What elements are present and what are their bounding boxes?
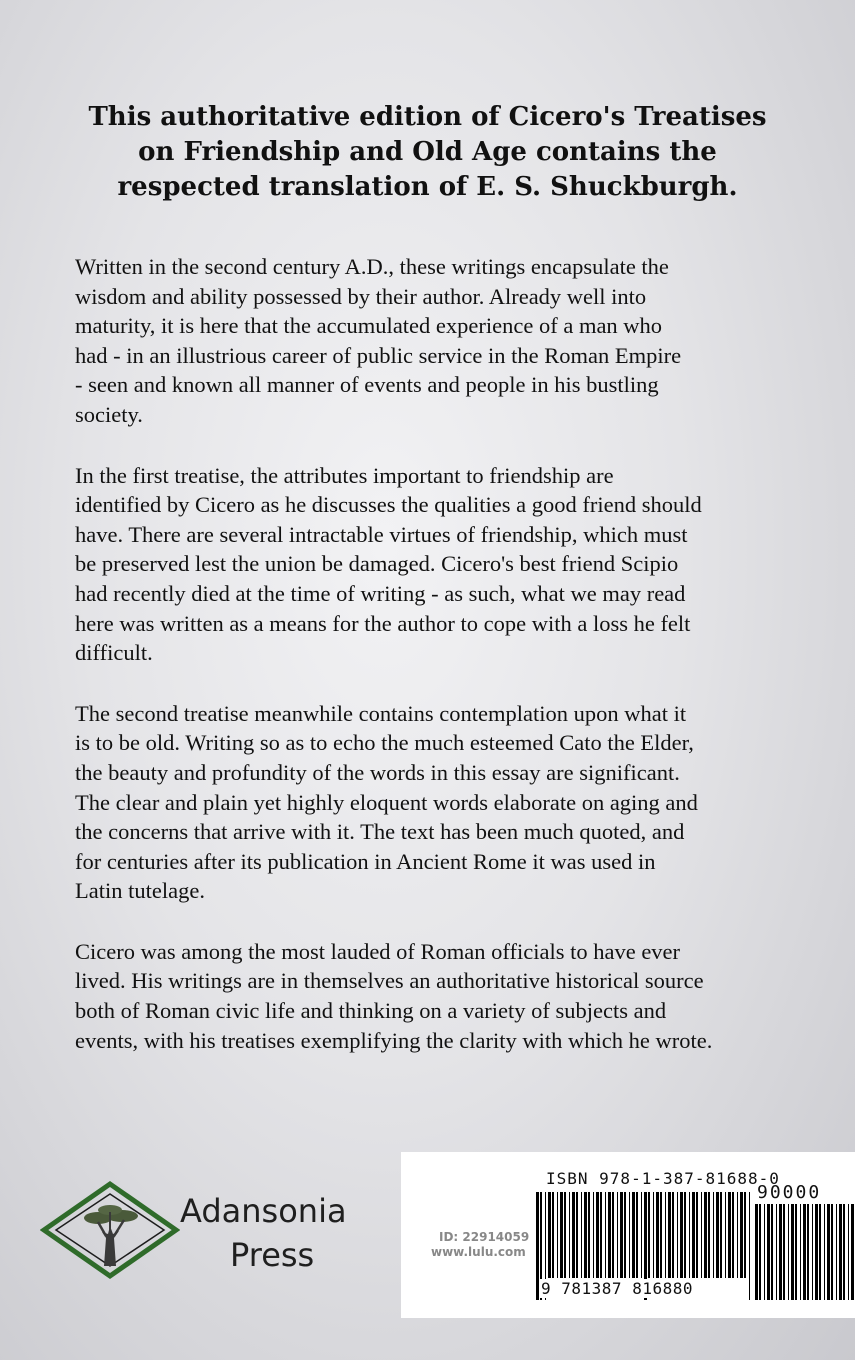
publisher-name-line2: Press [230, 1236, 315, 1274]
addon-barcode [755, 1204, 855, 1300]
barcode-digits: 9 781387 816880 [541, 1279, 693, 1298]
paragraph-old-age: The second treatise meanwhile contains contemplation upon what it is to be old. Writing so as to echo the much esteemed Cato the Elder, the beauty and profundity of the words in this essay are significant. The clear and plain yet highly eloquent words elaborate on aging and the concerns that arrive with it. The text has been much quoted, and for centuries after its publication in Ancient Rome it was used in Latin tutelage. [75, 700, 698, 904]
baobab-tree-icon [40, 1180, 180, 1280]
paragraph-intro: Written in the second century A.D., these writings encapsulate the wisdom and ability possessed by their author. Already well into maturity, it is here that the accumulated experience of a man who had - in an illustrious career of public service in the Roman Empire - seen and known all manner of events and people in his bustling society. [75, 254, 682, 427]
lulu-id: ID: 22914059 [439, 1230, 530, 1244]
lulu-site: www.lulu.com [431, 1245, 526, 1259]
addon-price-code: 90000 [757, 1182, 822, 1203]
paragraph-friendship: In the first treatise, the attributes important to friendship are identified by Cicero as he discusses the qualities a good friend should have. There are several intractable virtues of friendship, which must be preserved lest the union be damaged. Cicero's best friend Scipio had recently died at the time of writing - as such, what we may read here was written as a means for the author to cope with a loss he felt difficult. [75, 462, 702, 666]
isbn-label: ISBN 978-1-387-81688-0 [546, 1169, 780, 1188]
blurb-text [75, 252, 835, 1086]
headline: This authoritative edition of Cicero's Treatises on Friendship and Old Age contains the respected translation of E. S. Shuckburgh. [88, 102, 767, 202]
publisher-name-line1: Adansonia [180, 1192, 347, 1230]
barcode-panel [401, 1152, 855, 1318]
paragraph-cicero: Cicero was among the most lauded of Roman officials to have ever lived. His writings are in themselves an authoritative historical source both of Roman civic life and thinking on a variety of subjects and events, with his treatises exemplifying the clarity with which he wrote. [75, 938, 713, 1053]
